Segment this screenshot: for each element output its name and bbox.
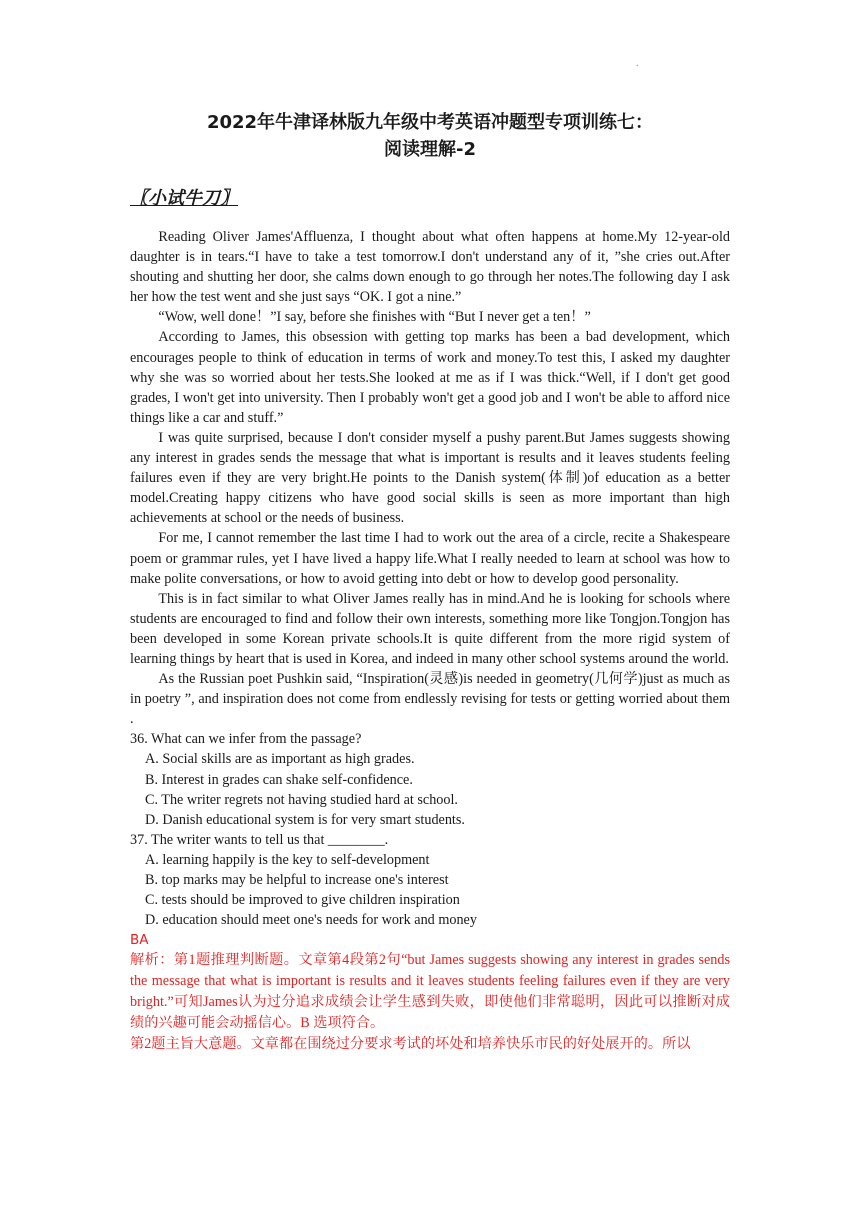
answer-key: BA <box>130 932 149 949</box>
header-dot: . <box>636 58 639 69</box>
paragraph: According to James, this obsession with getting top marks has been a bad development, which encourages people to think of education in terms of work and money.To test this, I asked my daughter why she was so worried about her tests.She looked at me as if I was thick.“Well, if I don't get good grades, I won't get into university. Then I probably won't get a good job and I won't be able to afford nice things like a car and stuff.” <box>130 329 730 426</box>
question-option: C. tests should be improved to give children inspiration <box>145 892 460 909</box>
question-stem: 37. The writer wants to tell us that ________. <box>130 831 389 848</box>
paragraph: I was quite surprised, because I don't consider myself a pushy parent.But James suggests showing any interest in grades sends the message that what is important is results and it leaves students feeling failures even if they are very bright.He points to the Danish system(体制)of education as a better model.Creating happy citizens who have good social skills is seen as more important than high achievements at school or the needs of business. <box>130 429 730 527</box>
paragraph: Reading Oliver James'Affluenza, I thought about what often happens at home.My 12-year-old daughter is in tears.“I have to take a test tomorrow.I don't understand any of it, ”she cries out.After shouting and shutting her door, she calms down enough to go through her notes.The following day I ask her how the test went and she just says “OK. I got a nine.” <box>130 229 730 306</box>
question-option: C. The writer regrets not having studied hard at school. <box>145 791 458 808</box>
question-option: D. education should meet one's needs for work and money <box>145 912 477 929</box>
page-subtitle: 阅读理解-2 <box>384 139 476 160</box>
paragraph: As the Russian poet Pushkin said, “Inspiration(灵感)is needed in geometry(几何学)just as much as in poetry ”, and inspiration does not come from endlessly revising for tests or getting worried about them . <box>130 671 730 728</box>
question-stem: 36. What can we infer from the passage? <box>130 731 362 748</box>
explanation-text: 第2题主旨大意题。文章都在围绕过分要求考试的坏处和培养快乐市民的好处展开的。所以 <box>130 1036 691 1053</box>
paragraph: For me, I cannot remember the last time I had to work out the area of a circle, recite a Shakespeare poem or grammar rules, yet I have lived a happy life.What I really needed to learn at school was how to make polite conversations, or how to avoid getting into debt or how to develop good personality. <box>130 530 730 587</box>
question-option: B. Interest in grades can shake self-confidence. <box>145 771 413 788</box>
explanation-text: 解析：第1题推理判断题。文章第4段第2句“but James suggests showing any interest in grades sends the message that what is important is results and it leaves students feeling failures even if they are very bright.”可知James认为过分追求成绩会让学生感到失败，即使他们非常聪明，因此可以推断对成绩的兴趣可能会动摇信心。B 选项符合。 <box>130 952 730 1032</box>
page-title: 2022年牛津译林版九年级中考英语冲题型专项训练七： <box>206 112 654 133</box>
paragraph: “Wow, well done！”I say, before she finishes with “But I never get a ten！” <box>158 309 591 326</box>
question-option: A. learning happily is the key to self-development <box>145 851 430 868</box>
question-option: D. Danish educational system is for very smart students. <box>145 811 465 828</box>
document-body <box>130 227 730 1055</box>
paragraph: This is in fact similar to what Oliver James really has in mind.And he is looking for schools where students are encouraged to find and follow their own interests, something more like Tongjon.Tongjon has been developed in some Korean private schools.It is quite different from the more rigid system of learning things by heart that is used in Korea, and indeed in many other school systems around the world. <box>130 590 730 667</box>
section-label: 〖小试牛刀〗 <box>130 188 238 209</box>
question-option: B. top marks may be helpful to increase one's interest <box>145 872 449 888</box>
question-option: A. Social skills are as important as high grades. <box>145 751 415 768</box>
